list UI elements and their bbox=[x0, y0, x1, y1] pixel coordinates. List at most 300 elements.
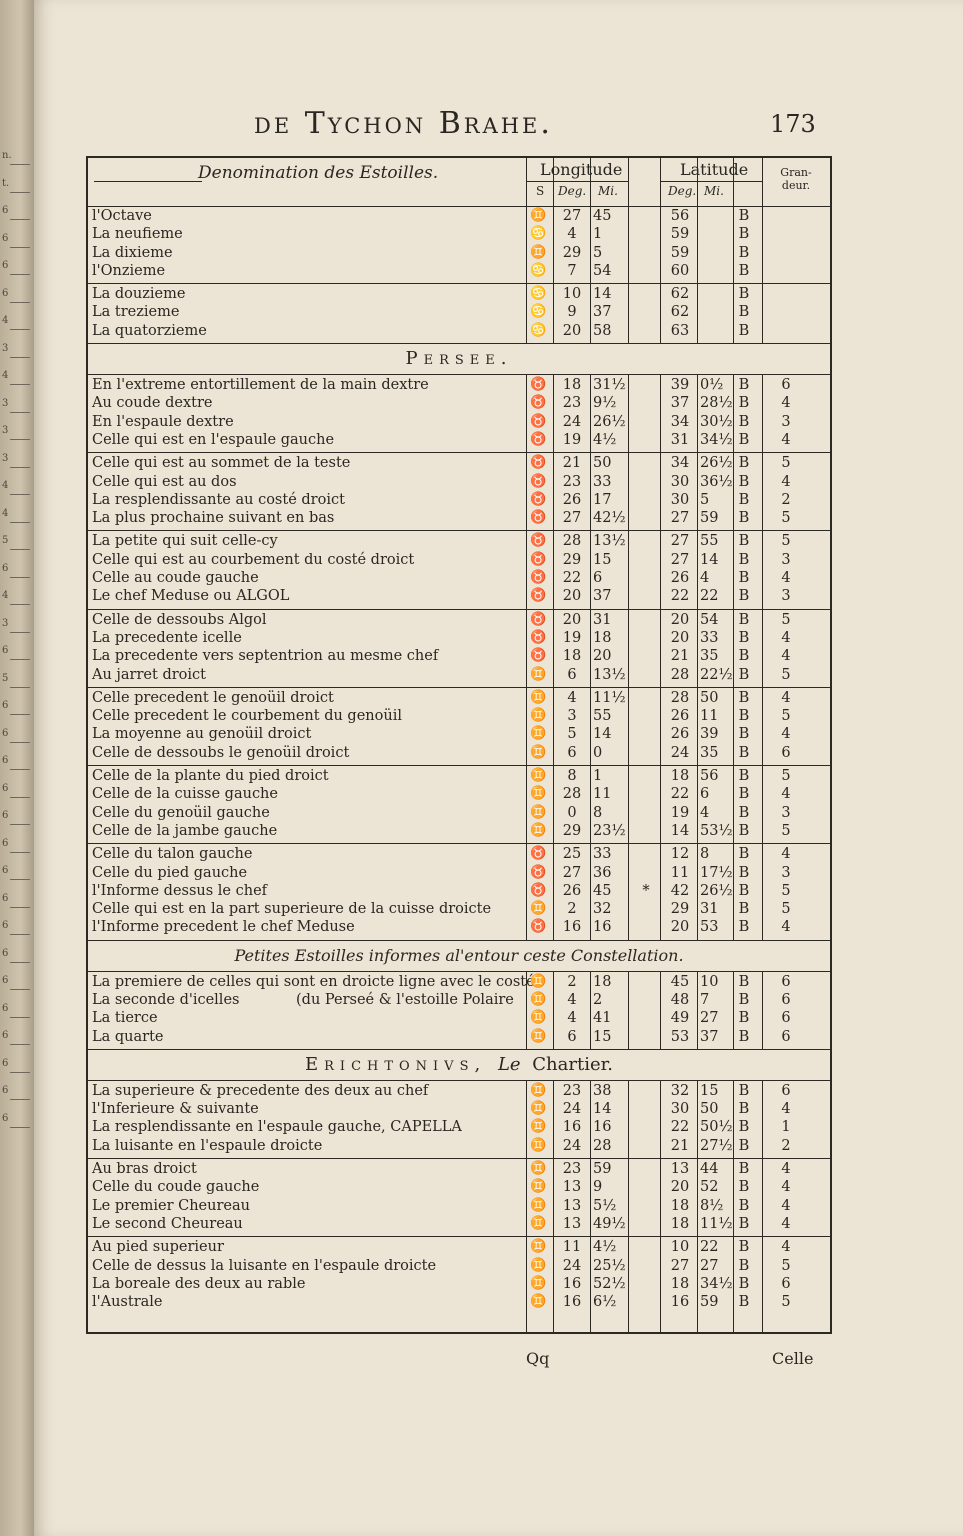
gutter-rule bbox=[10, 934, 30, 935]
star-name: Le chef Meduse ou ALGOL bbox=[92, 588, 290, 605]
zodiac-sign: ♉ bbox=[530, 533, 547, 549]
latitude-direction: B bbox=[738, 1082, 750, 1099]
star-name: l'Onzieme bbox=[92, 262, 166, 279]
star-name: Celle de dessoubs Algol bbox=[92, 611, 267, 628]
zodiac-sign: ♊ bbox=[530, 901, 547, 917]
header-longitude: Longitude bbox=[540, 160, 623, 179]
zodiac-sign: ♊ bbox=[530, 1239, 547, 1255]
zodiac-sign: ♉ bbox=[530, 491, 547, 507]
longitude-minutes: 13½ bbox=[593, 666, 626, 683]
latitude-direction: B bbox=[738, 666, 750, 683]
longitude-minutes: 1 bbox=[593, 226, 603, 243]
longitude-minutes: 59 bbox=[593, 1161, 612, 1178]
longitude-degrees: 23 bbox=[562, 395, 582, 412]
star-name: l'Informe precedent le chef Meduse bbox=[92, 919, 355, 936]
latitude-degrees: 42 bbox=[670, 882, 690, 899]
table-row bbox=[88, 1028, 830, 1046]
latitude-minutes: 10 bbox=[700, 973, 719, 990]
longitude-minutes: 25½ bbox=[593, 1257, 626, 1274]
star-name: La tierce bbox=[92, 1010, 158, 1027]
table-row bbox=[88, 1257, 830, 1275]
magnitude: 5 bbox=[781, 1294, 791, 1311]
latitude-degrees: 59 bbox=[670, 226, 690, 243]
latitude-degrees: 28 bbox=[670, 689, 690, 706]
gutter-rule bbox=[10, 439, 30, 440]
latitude-degrees: 30 bbox=[670, 491, 690, 508]
row-group bbox=[88, 972, 830, 1050]
star-name: Celle qui est en la part superieure de la cuisse droicte bbox=[92, 901, 492, 918]
latitude-degrees: 62 bbox=[670, 304, 690, 321]
longitude-degrees: 4 bbox=[567, 991, 577, 1008]
gutter-rule bbox=[10, 1072, 30, 1073]
latitude-degrees: 63 bbox=[670, 322, 690, 339]
latitude-direction: B bbox=[738, 1010, 750, 1027]
gutter-number: 4 bbox=[2, 480, 9, 491]
gutter-number: 6 bbox=[2, 920, 9, 931]
longitude-degrees: 8 bbox=[567, 768, 577, 785]
magnitude: 3 bbox=[781, 804, 791, 821]
longitude-minutes: 4½ bbox=[593, 1239, 617, 1256]
star-name: Celle du talon gauche bbox=[92, 846, 253, 863]
magnitude: 3 bbox=[781, 864, 791, 881]
gutter-number: 5 bbox=[2, 672, 9, 684]
magnitude: 4 bbox=[781, 726, 791, 743]
star-name: La moyenne au genoüil droict bbox=[92, 726, 312, 743]
longitude-minutes: 36 bbox=[593, 864, 612, 881]
gutter-rule bbox=[10, 384, 30, 385]
latitude-minutes: 53½ bbox=[700, 822, 733, 839]
longitude-minutes: 5 bbox=[593, 244, 603, 261]
latitude-minutes: 4 bbox=[700, 804, 710, 821]
latitude-minutes: 5 bbox=[700, 491, 710, 508]
magnitude: 1 bbox=[781, 1119, 791, 1136]
latitude-direction: B bbox=[738, 744, 750, 761]
zodiac-sign: ♊ bbox=[530, 1119, 547, 1135]
longitude-degrees: 16 bbox=[562, 1294, 582, 1311]
gutter-rule bbox=[10, 907, 30, 908]
latitude-degrees: 30 bbox=[670, 1101, 690, 1118]
gutter-number: 4 bbox=[2, 370, 9, 381]
table-row bbox=[88, 491, 830, 509]
longitude-minutes: 37 bbox=[593, 588, 612, 605]
longitude-degrees: 24 bbox=[562, 413, 582, 430]
table-row bbox=[88, 1137, 830, 1155]
table-row bbox=[88, 285, 830, 303]
gutter-number: 6 bbox=[2, 755, 9, 766]
header-sign: S bbox=[536, 184, 545, 198]
latitude-direction: B bbox=[738, 1161, 750, 1178]
latitude-direction: B bbox=[738, 1179, 750, 1196]
magnitude: 5 bbox=[781, 768, 791, 785]
latitude-minutes: 26½ bbox=[700, 455, 733, 472]
gutter-number: 6 bbox=[2, 205, 9, 216]
latitude-minutes: 8½ bbox=[700, 1197, 724, 1214]
longitude-degrees: 23 bbox=[562, 1082, 582, 1099]
gutter-number: 6 bbox=[2, 645, 9, 656]
star-name: La precedente icelle bbox=[92, 629, 242, 646]
latitude-minutes: 50 bbox=[700, 1101, 719, 1118]
latitude-direction: B bbox=[738, 1294, 750, 1311]
row-group bbox=[88, 1159, 830, 1237]
latitude-minutes: 11½ bbox=[700, 1215, 733, 1232]
latitude-minutes: 6 bbox=[700, 786, 710, 803]
longitude-minutes: 8 bbox=[593, 804, 603, 821]
star-name: La neufieme bbox=[92, 226, 183, 243]
latitude-degrees: 11 bbox=[670, 864, 690, 881]
latitude-direction: B bbox=[738, 431, 750, 448]
zodiac-sign: ♊ bbox=[530, 804, 547, 820]
longitude-minutes: 42½ bbox=[593, 510, 626, 527]
magnitude: 5 bbox=[781, 708, 791, 725]
magnitude: 4 bbox=[781, 689, 791, 706]
longitude-degrees: 6 bbox=[567, 666, 577, 683]
table-row bbox=[88, 509, 830, 527]
gutter-rule bbox=[10, 1127, 30, 1128]
longitude-minutes: 28 bbox=[593, 1137, 612, 1154]
table-row bbox=[88, 1082, 830, 1100]
longitude-minutes: 58 bbox=[593, 322, 612, 339]
star-name: Celle qui est au courbement du costé droict bbox=[92, 551, 415, 568]
latitude-degrees: 20 bbox=[670, 629, 690, 646]
latitude-minutes: 22 bbox=[700, 1239, 719, 1256]
gutter-number: 4 bbox=[2, 507, 9, 519]
longitude-minutes: 26½ bbox=[593, 413, 626, 430]
star-name: Celle qui est en l'espaule gauche bbox=[92, 431, 335, 448]
gutter-rule bbox=[10, 1017, 30, 1018]
star-name: La luisante en l'espaule droicte bbox=[92, 1137, 323, 1154]
longitude-degrees: 10 bbox=[562, 286, 582, 303]
longitude-minutes: 33 bbox=[593, 473, 612, 490]
row-group bbox=[88, 766, 830, 844]
section-title-erichtonius bbox=[88, 1050, 830, 1081]
zodiac-sign: ♉ bbox=[530, 629, 547, 645]
gutter-number: 6 bbox=[2, 837, 9, 849]
gutter-rule bbox=[10, 549, 30, 550]
longitude-minutes: 11½ bbox=[593, 689, 626, 706]
magnitude: 4 bbox=[781, 473, 791, 490]
zodiac-sign: ♉ bbox=[530, 611, 547, 627]
zodiac-sign: ♊ bbox=[530, 1010, 547, 1026]
latitude-minutes: 0½ bbox=[700, 377, 724, 394]
table-row bbox=[88, 785, 830, 803]
longitude-degrees: 21 bbox=[562, 455, 582, 472]
row-group bbox=[88, 844, 830, 940]
signature-mark: Qq bbox=[526, 1349, 550, 1368]
latitude-direction: B bbox=[738, 629, 750, 646]
star-name: l'Octave bbox=[92, 208, 152, 224]
table-row bbox=[88, 1178, 830, 1196]
latitude-direction: B bbox=[738, 208, 750, 224]
gutter-number: t. bbox=[2, 177, 10, 189]
gutter-number: 3 bbox=[2, 342, 9, 354]
latitude-degrees: 59 bbox=[670, 244, 690, 261]
latitude-direction: B bbox=[738, 413, 750, 430]
latitude-degrees: 10 bbox=[670, 1239, 690, 1256]
latitude-minutes: 54 bbox=[700, 611, 719, 628]
latitude-minutes: 59 bbox=[700, 510, 719, 527]
zodiac-sign: ♉ bbox=[530, 395, 547, 411]
longitude-degrees: 4 bbox=[567, 226, 577, 243]
latitude-direction: B bbox=[738, 822, 750, 839]
longitude-degrees: 28 bbox=[562, 786, 582, 803]
latitude-direction: B bbox=[738, 768, 750, 785]
gutter-number: 6 bbox=[2, 287, 9, 299]
star-name: La plus prochaine suivant en bas bbox=[92, 510, 335, 527]
latitude-minutes: 33 bbox=[700, 629, 719, 646]
gutter-number: 3 bbox=[2, 617, 9, 629]
latitude-minutes: 35 bbox=[700, 648, 719, 665]
longitude-minutes: 9 bbox=[593, 1179, 603, 1196]
catchword: Celle bbox=[772, 1349, 814, 1368]
star-name: La superieure & precedente des deux au chef bbox=[92, 1082, 429, 1099]
longitude-degrees: 16 bbox=[562, 1119, 582, 1136]
zodiac-sign: ♊ bbox=[530, 666, 547, 682]
latitude-direction: B bbox=[738, 1239, 750, 1256]
gutter-rule bbox=[10, 247, 30, 248]
latitude-direction: B bbox=[738, 1028, 750, 1045]
longitude-minutes: 31½ bbox=[593, 377, 626, 394]
table-row bbox=[88, 882, 830, 900]
header-latitude: Latitude bbox=[680, 160, 749, 179]
latitude-direction: B bbox=[738, 588, 750, 605]
longitude-degrees: 24 bbox=[562, 1257, 582, 1274]
longitude-degrees: 19 bbox=[562, 629, 582, 646]
longitude-minutes: 6 bbox=[593, 570, 603, 587]
header-deg: Deg. bbox=[558, 184, 587, 198]
latitude-minutes: 50½ bbox=[700, 1119, 733, 1136]
table-row bbox=[88, 900, 830, 918]
latitude-direction: B bbox=[738, 689, 750, 706]
longitude-minutes: 45 bbox=[593, 882, 612, 899]
latitude-degrees: 49 bbox=[670, 1010, 690, 1027]
gutter-number: 6 bbox=[2, 700, 9, 711]
latitude-degrees: 20 bbox=[670, 919, 690, 936]
magnitude: 6 bbox=[781, 1275, 791, 1292]
zodiac-sign: ♋ bbox=[530, 304, 547, 320]
zodiac-sign: ♊ bbox=[530, 1179, 547, 1195]
star-name: Au bras droict bbox=[92, 1161, 197, 1178]
magnitude: 6 bbox=[781, 1082, 791, 1099]
longitude-degrees: 24 bbox=[562, 1101, 582, 1118]
table-row bbox=[88, 804, 830, 822]
gutter-rule bbox=[10, 357, 30, 358]
gutter-number: 6 bbox=[2, 810, 9, 821]
table-row bbox=[88, 532, 830, 550]
gutter-rule bbox=[10, 164, 30, 165]
star-name: Au pied superieur bbox=[92, 1239, 224, 1256]
latitude-minutes: 26½ bbox=[700, 882, 733, 899]
latitude-minutes: 22½ bbox=[700, 666, 733, 683]
star-name: Celle de la jambe gauche bbox=[92, 822, 278, 839]
longitude-degrees: 3 bbox=[567, 708, 577, 725]
latitude-degrees: 20 bbox=[670, 1179, 690, 1196]
longitude-minutes: 14 bbox=[593, 1101, 612, 1118]
gutter-number: 6 bbox=[2, 892, 9, 904]
gutter-rule bbox=[10, 329, 30, 330]
latitude-degrees: 18 bbox=[670, 1215, 690, 1232]
latitude-degrees: 21 bbox=[670, 648, 690, 665]
latitude-direction: B bbox=[738, 226, 750, 243]
latitude-degrees: 30 bbox=[670, 473, 690, 490]
star-name: Celle precedent le courbement du genoüil bbox=[92, 708, 402, 725]
latitude-direction: B bbox=[738, 1119, 750, 1136]
latitude-minutes: 27½ bbox=[700, 1137, 733, 1154]
latitude-minutes: 15 bbox=[700, 1082, 719, 1099]
zodiac-sign: ♋ bbox=[530, 226, 547, 242]
longitude-minutes: 1 bbox=[593, 768, 603, 785]
latitude-direction: B bbox=[738, 551, 750, 568]
longitude-degrees: 28 bbox=[562, 533, 582, 550]
magnitude: 6 bbox=[781, 744, 791, 761]
longitude-degrees: 29 bbox=[562, 244, 582, 261]
star-name: La boreale des deux au rable bbox=[92, 1275, 306, 1292]
magnitude: 5 bbox=[781, 510, 791, 527]
magnitude: 5 bbox=[781, 822, 791, 839]
latitude-minutes: 55 bbox=[700, 533, 719, 550]
zodiac-sign: ♉ bbox=[530, 882, 547, 898]
latitude-degrees: 26 bbox=[670, 570, 690, 587]
latitude-degrees: 60 bbox=[670, 262, 690, 279]
zodiac-sign: ♉ bbox=[530, 473, 547, 489]
row-group bbox=[88, 453, 830, 531]
zodiac-sign: ♊ bbox=[530, 726, 547, 742]
longitude-degrees: 16 bbox=[562, 919, 582, 936]
latitude-direction: B bbox=[738, 611, 750, 628]
star-name: Celle de la plante du pied droict bbox=[92, 768, 329, 785]
latitude-direction: B bbox=[738, 786, 750, 803]
zodiac-sign: ♉ bbox=[530, 551, 547, 567]
latitude-minutes: 52 bbox=[700, 1179, 719, 1196]
latitude-direction: B bbox=[738, 973, 750, 990]
latitude-degrees: 29 bbox=[670, 901, 690, 918]
latitude-degrees: 27 bbox=[670, 551, 690, 568]
longitude-degrees: 19 bbox=[562, 431, 582, 448]
latitude-minutes: 7 bbox=[700, 991, 710, 1008]
gutter-number: 6 bbox=[2, 1002, 9, 1014]
longitude-degrees: 27 bbox=[562, 864, 582, 881]
zodiac-sign: ♊ bbox=[530, 786, 547, 802]
header-denomination: Denomination des Estoilles. bbox=[198, 163, 439, 183]
longitude-minutes: 52½ bbox=[593, 1275, 626, 1292]
star-name: Au jarret droict bbox=[92, 666, 206, 683]
longitude-minutes: 6½ bbox=[593, 1294, 617, 1311]
gutter-number: 6 bbox=[2, 232, 9, 244]
latitude-minutes: 17½ bbox=[700, 864, 733, 881]
latitude-minutes: 50 bbox=[700, 689, 719, 706]
longitude-degrees: 4 bbox=[567, 1010, 577, 1027]
longitude-minutes: 55 bbox=[593, 708, 612, 725]
latitude-minutes: 56 bbox=[700, 768, 719, 785]
table-row bbox=[88, 707, 830, 725]
table-row bbox=[88, 1197, 830, 1215]
longitude-minutes: 11 bbox=[593, 786, 612, 803]
latitude-minutes: 11 bbox=[700, 708, 719, 725]
zodiac-sign: ♋ bbox=[530, 322, 547, 338]
table-row bbox=[88, 845, 830, 863]
gutter-rule bbox=[10, 274, 30, 275]
latitude-direction: B bbox=[738, 570, 750, 587]
longitude-degrees: 26 bbox=[562, 882, 582, 899]
star-name: La quarte bbox=[92, 1028, 164, 1045]
longitude-minutes: 45 bbox=[593, 208, 612, 224]
latitude-degrees: 24 bbox=[670, 744, 690, 761]
gutter-number: 3 bbox=[2, 397, 9, 409]
latitude-minutes: 30½ bbox=[700, 413, 733, 430]
longitude-minutes: 2 bbox=[593, 991, 603, 1008]
gutter-rule bbox=[10, 714, 30, 715]
gutter-rule bbox=[10, 467, 30, 468]
table-row bbox=[88, 767, 830, 785]
zodiac-sign: ♊ bbox=[530, 1294, 547, 1310]
longitude-degrees: 29 bbox=[562, 551, 582, 568]
gutter-rule bbox=[10, 879, 30, 880]
table-row bbox=[88, 629, 830, 647]
zodiac-sign: ♉ bbox=[530, 377, 547, 393]
gutter-rule bbox=[10, 1044, 30, 1045]
magnitude: 6 bbox=[781, 991, 791, 1008]
latitude-direction: B bbox=[738, 533, 750, 550]
longitude-minutes: 15 bbox=[593, 551, 612, 568]
longitude-minutes: 33 bbox=[593, 846, 612, 863]
magnitude: 4 bbox=[781, 648, 791, 665]
row-group bbox=[88, 688, 830, 766]
gutter-rule bbox=[10, 412, 30, 413]
magnitude: 4 bbox=[781, 1179, 791, 1196]
zodiac-sign: ♉ bbox=[530, 413, 547, 429]
gutter-rule bbox=[10, 192, 30, 193]
longitude-minutes: 32 bbox=[593, 901, 612, 918]
latitude-direction: B bbox=[738, 648, 750, 665]
latitude-degrees: 34 bbox=[670, 413, 690, 430]
magnitude: 2 bbox=[781, 491, 791, 508]
table-row bbox=[88, 725, 830, 743]
latitude-direction: B bbox=[738, 804, 750, 821]
latitude-degrees: 19 bbox=[670, 804, 690, 821]
longitude-degrees: 26 bbox=[562, 491, 582, 508]
longitude-minutes: 5½ bbox=[593, 1197, 617, 1214]
table-row bbox=[88, 1160, 830, 1178]
latitude-minutes: 22 bbox=[700, 588, 719, 605]
star-name: La douzieme bbox=[92, 286, 186, 303]
magnitude: 5 bbox=[781, 666, 791, 683]
table-row bbox=[88, 207, 830, 225]
gutter-rule bbox=[10, 659, 30, 660]
table-row bbox=[88, 991, 830, 1009]
star-name: Celle qui est au dos bbox=[92, 473, 237, 490]
latitude-degrees: 22 bbox=[670, 786, 690, 803]
latitude-direction: B bbox=[738, 322, 750, 339]
latitude-minutes: 39 bbox=[700, 726, 719, 743]
star-name: l'Inferieure & suivante bbox=[92, 1101, 259, 1118]
longitude-degrees: 20 bbox=[562, 611, 582, 628]
longitude-minutes: 31 bbox=[593, 611, 612, 628]
zodiac-sign: ♊ bbox=[530, 1028, 547, 1044]
star-catalogue-table bbox=[86, 156, 832, 1334]
longitude-degrees: 5 bbox=[567, 726, 577, 743]
gutter-number: 3 bbox=[2, 425, 9, 436]
header-deg-lat: Deg. bbox=[668, 184, 697, 198]
gutter-number: 6 bbox=[2, 1057, 9, 1069]
magnitude: 6 bbox=[781, 1010, 791, 1027]
longitude-degrees: 4 bbox=[567, 689, 577, 706]
star-name: La resplendissante en l'espaule gauche, CAPELLA bbox=[92, 1119, 462, 1136]
magnitude: 4 bbox=[781, 1215, 791, 1232]
latitude-direction: B bbox=[738, 473, 750, 490]
star-name: Celle de dessus la luisante en l'espaule droicte bbox=[92, 1257, 437, 1274]
latitude-degrees: 62 bbox=[670, 286, 690, 303]
latitude-degrees: 39 bbox=[670, 377, 690, 394]
latitude-minutes: 8 bbox=[700, 846, 710, 863]
